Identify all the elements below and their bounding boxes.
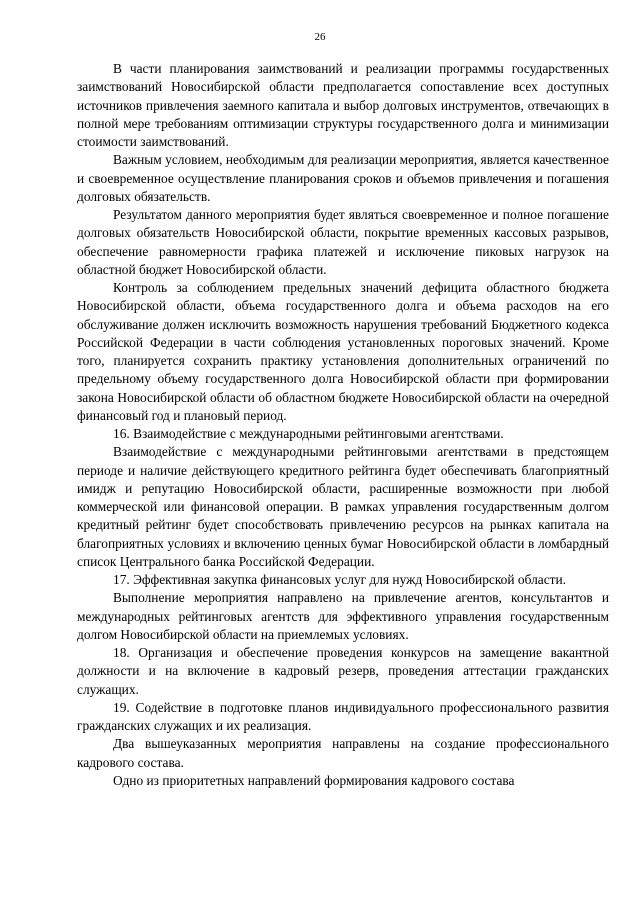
paragraph-item-19: 19. Содействие в подготовке планов индивидуального профессионального развития гражданских служащих и их реализация. <box>77 699 609 733</box>
paragraph-important-condition: Важным условием, необходимым для реализации мероприятия, является качественное и своевременное осуществление планирования сроков и объемов привлечения и погашения долговых обязательств. <box>77 152 609 204</box>
paragraph-item-17-heading: 17. Эффективная закупка финансовых услуг для нужд Новосибирской области. <box>113 572 567 587</box>
paragraph-item-18: 18. Организация и обеспечение проведения конкурсов на замещение вакантной должности и на включение в кадровый резерв, проведения аттестации гражданских служащих. <box>77 645 609 697</box>
paragraph-deficit-control: Контроль за соблюдением предельных значений дефицита областного бюджета Новосибирской области, объема государственного долга и объема расходов на его обслуживание должен исключить возможность нарушения требований Бюджетного кодекса Российской Федерации в части соблюдения установленных пороговых значений. Кроме того, планируется сохранить практику установления дополнительных ограничений по предельному объему государственного долга Новосибирской области при формировании закона Новосибирской области об областном бюджете Новосибирской области на очередной финансовый год и плановый период. <box>77 280 609 423</box>
paragraph-measure-result: Результатом данного мероприятия будет являться своевременное и полное погашение долговых обязательств Новосибирской области, покрытие временных кассовых разрывов, обеспечение равномерности графика платежей и исключение пиковых нагрузок на областной бюджет Новосибирской области. <box>77 207 609 277</box>
page-number: 26 <box>314 31 326 43</box>
paragraph-item-16-heading: 16. Взаимодействие с международными рейтинговыми агентствами. <box>113 426 504 441</box>
paragraph-priority-directions: Одно из приоритетных направлений формирования кадрового состава <box>113 772 515 788</box>
paragraph-two-measures: Два вышеуказанных мероприятия направлены на создание профессионального кадрового состава. <box>77 736 609 770</box>
paragraph-borrowing-planning: В части планирования заимствований и реализации программы государственных заимствований Новосибирской области предполагается сопоставление всех доступных источников привлечения заемного капитала и выбор долговых инструментов, отвечающих в полной мере требованиям оптимизации структуры государственного долга и минимизации стоимости заимствований. <box>77 61 609 149</box>
paragraph-item-17-body: Выполнение мероприятия направлено на привлечение агентов, консультантов и международных рейтинговых агентств для эффективного управления государственным долгом Новосибирской области на приемлемых условиях. <box>77 590 609 642</box>
body-text <box>77 60 609 790</box>
paragraph-rating-agencies: Взаимодействие с международными рейтинговыми агентствами в предстоящем периоде и наличие действующего кредитного рейтинга будет обеспечивать благоприятный имидж и репутацию Новосибирской области, расширенные возможности при любой коммерческой или финансовой операции. В рамках управления государственным долгом кредитный рейтинг будет способствовать привлечению ресурсов на рынках капитала на благоприятных условиях и включению ценных бумаг Новосибирской области в ломбардный список Центрального банка Российской Федерации. <box>77 444 609 569</box>
